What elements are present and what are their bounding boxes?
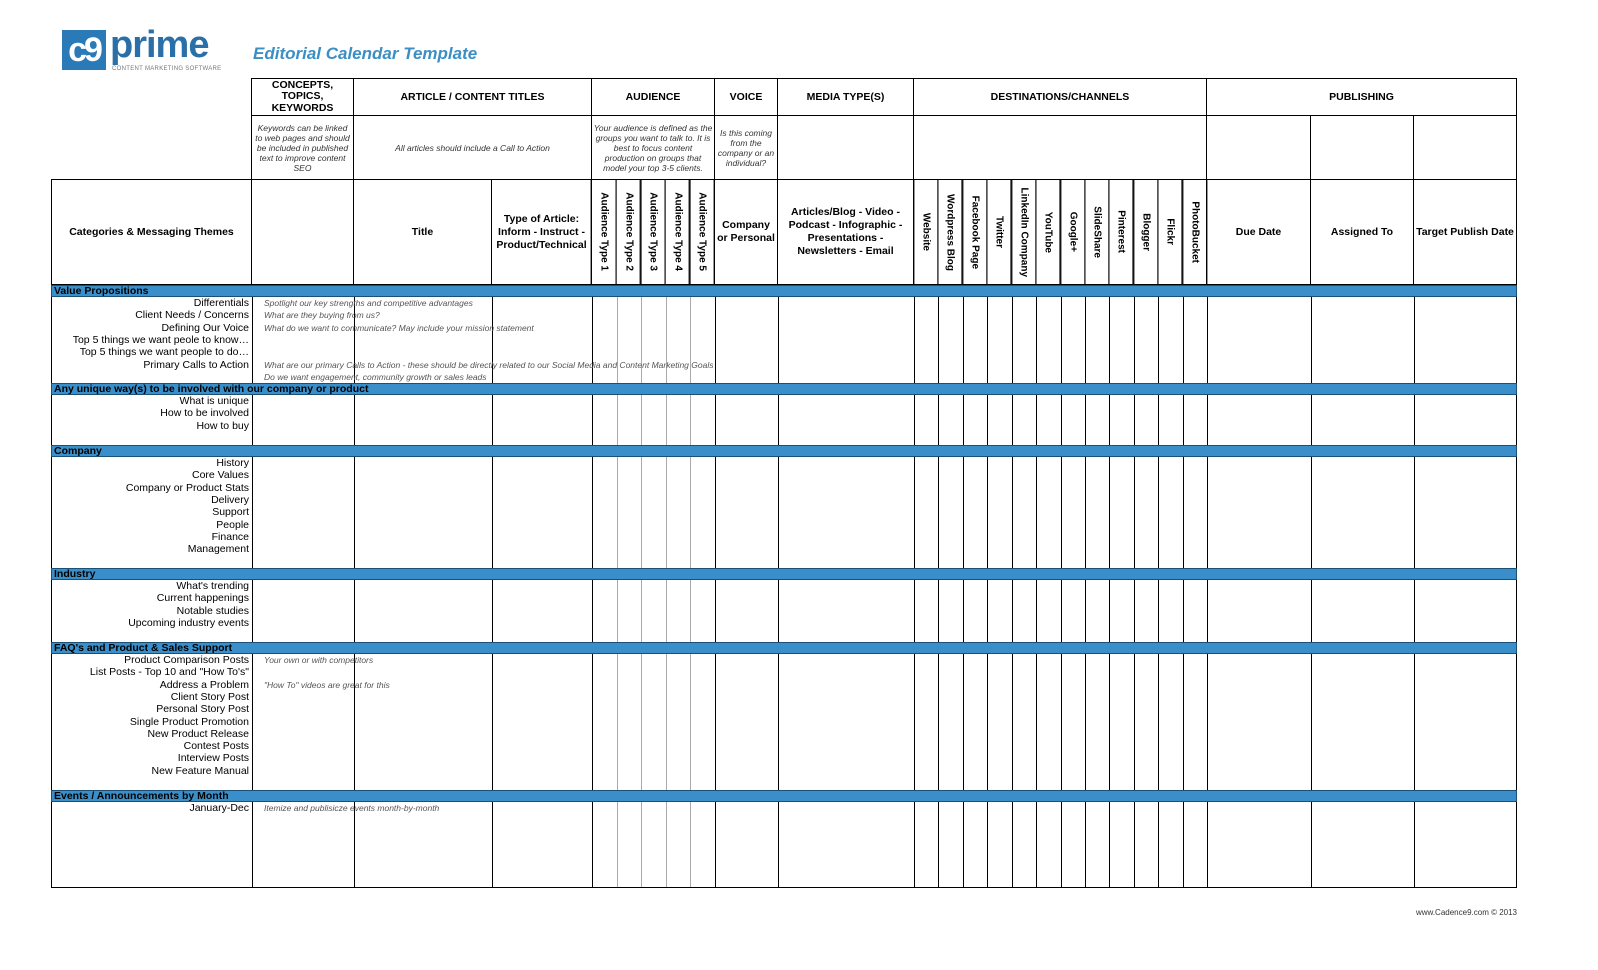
theme-item: Client Needs / Concerns xyxy=(135,309,249,322)
column-divider xyxy=(592,654,593,790)
column-divider xyxy=(252,802,253,887)
section-header: FAQ's and Product & Sales Support xyxy=(51,642,1517,654)
column-divider xyxy=(1414,297,1415,383)
column-divider xyxy=(666,580,667,642)
theme-item: Single Product Promotion xyxy=(129,715,249,728)
page-title: Editorial Calendar Template xyxy=(253,44,478,63)
column-divider xyxy=(914,395,915,445)
column-divider xyxy=(914,457,915,568)
column-divider xyxy=(963,580,964,642)
column-divider xyxy=(1036,297,1037,383)
theme-item: People xyxy=(216,518,249,531)
column-divider xyxy=(778,654,779,790)
guidance-note: What do we want to communicate? May include your mission statement xyxy=(264,322,534,333)
column-divider xyxy=(1061,580,1062,642)
column-divider xyxy=(963,395,964,445)
theme-item: Top 5 things we want peole to know… xyxy=(72,333,249,346)
column-divider xyxy=(492,654,493,790)
column-divider xyxy=(617,654,618,790)
col-type-text: Type of Article: Inform - Instruct - Product/Technical xyxy=(496,212,587,251)
group-header-3-text: VOICE xyxy=(729,90,763,103)
column-divider xyxy=(1158,654,1159,790)
theme-item: What's trending xyxy=(176,580,249,592)
column-divider xyxy=(1183,654,1184,790)
column-divider xyxy=(1311,395,1312,445)
column-divider xyxy=(1085,580,1086,642)
column-divider xyxy=(715,580,716,642)
logo-tagline: CONTENT MARKETING SOFTWARE xyxy=(112,66,222,72)
footer-credit: www.Cadence9.com © 2013 xyxy=(1415,908,1517,917)
col-channel-3-text: Facebook Page xyxy=(969,195,981,269)
col-channel-3 xyxy=(962,179,987,285)
col-categories xyxy=(51,179,252,285)
group-header-3 xyxy=(714,78,778,116)
theme-item: New Product Release xyxy=(147,727,249,740)
group-header-0 xyxy=(251,78,354,116)
group-header-2-text: AUDIENCE xyxy=(625,90,681,103)
column-divider xyxy=(641,654,642,790)
column-divider xyxy=(354,395,355,445)
column-divider xyxy=(987,457,988,568)
column-divider xyxy=(1134,457,1135,568)
guidance-note: Your own or with competitors xyxy=(264,655,374,665)
col-channel-5 xyxy=(1011,179,1036,285)
col-channel-8 xyxy=(1084,179,1109,285)
column-divider xyxy=(1207,654,1208,790)
group-header-2 xyxy=(591,78,715,116)
column-divider xyxy=(778,802,779,887)
column-divider xyxy=(1085,654,1086,790)
col-channel-10 xyxy=(1133,179,1158,285)
column-divider xyxy=(1183,580,1184,642)
column-divider xyxy=(1012,457,1013,568)
column-divider xyxy=(1414,802,1415,887)
guidance-note: Itemize and publisicze events month-by-month xyxy=(264,803,440,813)
column-divider xyxy=(666,395,667,445)
col-audience-1 xyxy=(591,179,617,285)
column-divider xyxy=(690,580,691,642)
column-divider xyxy=(666,802,667,887)
theme-item: Notable studies xyxy=(176,604,249,617)
column-divider xyxy=(492,802,493,887)
theme-item: Company or Product Stats xyxy=(125,481,249,494)
group-header-6-text: PUBLISHING xyxy=(1329,90,1394,103)
column-divider xyxy=(354,802,355,887)
column-divider xyxy=(987,580,988,642)
column-divider xyxy=(1414,580,1415,642)
col-channel-11-text: Flickr xyxy=(1164,218,1176,246)
column-divider xyxy=(1134,580,1135,642)
column-divider xyxy=(938,580,939,642)
group-desc-4 xyxy=(777,115,914,180)
theme-item: Top 5 things we want people to do… xyxy=(79,346,249,359)
column-divider xyxy=(778,395,779,445)
theme-item: New Feature Manual xyxy=(151,764,249,777)
col-categories-text: Categories & Messaging Themes xyxy=(69,225,234,238)
column-divider xyxy=(492,457,493,568)
column-divider xyxy=(1036,395,1037,445)
col-assigned-to xyxy=(1310,179,1414,285)
column-divider xyxy=(617,802,618,887)
column-divider xyxy=(1109,654,1110,790)
group-desc-2 xyxy=(591,115,715,180)
section-header: Industry xyxy=(51,568,1517,580)
column-divider xyxy=(1085,297,1086,383)
theme-item: Contest Posts xyxy=(183,740,249,753)
col-channel-11 xyxy=(1157,179,1182,285)
theme-item: Management xyxy=(187,543,249,556)
column-divider xyxy=(987,654,988,790)
col-channel-12-text: PhotoBucket xyxy=(1188,201,1200,263)
col-channel-10-text: Blogger xyxy=(1139,213,1151,251)
col-type xyxy=(491,179,592,285)
column-divider xyxy=(1012,297,1013,383)
section-body xyxy=(51,654,1517,790)
column-divider xyxy=(1036,580,1037,642)
column-divider xyxy=(963,457,964,568)
column-divider xyxy=(1036,802,1037,887)
column-divider xyxy=(1183,395,1184,445)
section-body xyxy=(51,297,1517,383)
col-channel-1 xyxy=(913,179,938,285)
col-channel-2-text: Wordpress Blog xyxy=(944,193,956,271)
column-divider xyxy=(1158,802,1159,887)
col-audience-2-text: Audience Type 2 xyxy=(622,192,634,272)
guidance-note: What are they buying from us? xyxy=(264,310,380,321)
column-divider xyxy=(354,654,355,790)
column-divider xyxy=(1061,457,1062,568)
column-divider xyxy=(963,297,964,383)
column-divider xyxy=(1061,654,1062,790)
column-divider xyxy=(987,297,988,383)
column-divider xyxy=(1061,395,1062,445)
theme-item: Defining Our Voice xyxy=(161,321,249,334)
col-channel-6 xyxy=(1035,179,1060,285)
column-divider xyxy=(592,802,593,887)
col-audience-3 xyxy=(640,179,666,285)
col-channel-8-text: SlideShare xyxy=(1091,206,1103,258)
theme-item: Primary Calls to Action xyxy=(143,358,249,371)
col-channel-5-text: LinkedIn Company xyxy=(1017,187,1029,277)
column-divider xyxy=(252,457,253,568)
theme-item: Upcoming industry events xyxy=(128,616,249,629)
column-divider xyxy=(1158,297,1159,383)
section-header: Any unique way(s) to be involved with our company or product xyxy=(51,383,1517,395)
guidance-note: Do we want engagement, community growth or sales leads xyxy=(264,371,487,382)
column-divider xyxy=(987,395,988,445)
column-divider xyxy=(1311,580,1312,642)
column-divider xyxy=(1134,802,1135,887)
column-divider xyxy=(1207,802,1208,887)
column-divider xyxy=(690,654,691,790)
column-divider xyxy=(1134,395,1135,445)
col-channel-6-text: YouTube xyxy=(1042,211,1054,253)
col-audience-5 xyxy=(689,179,715,285)
section-header: Events / Announcements by Month xyxy=(51,790,1517,802)
col-channel-1-text: Website xyxy=(920,212,932,252)
column-divider xyxy=(354,580,355,642)
column-divider xyxy=(1061,802,1062,887)
column-divider xyxy=(252,580,253,642)
group-desc-1-text: All articles should include a Call to Action xyxy=(395,142,550,153)
column-divider xyxy=(1036,457,1037,568)
column-divider xyxy=(252,395,253,445)
group-desc-2-text: Your audience is defined as the groups you want to talk to. It is best to focus content production on groups that model your top 3-5 clients. xyxy=(593,122,713,173)
col-due-date-text: Due Date xyxy=(1235,225,1282,238)
col-voice-text: Company or Personal xyxy=(717,219,775,244)
section-body xyxy=(51,580,1517,642)
theme-item: What is unique xyxy=(179,395,249,407)
theme-item: Support xyxy=(212,506,249,519)
column-divider xyxy=(914,297,915,383)
theme-item: History xyxy=(216,457,249,469)
column-divider xyxy=(963,654,964,790)
col-channel-7 xyxy=(1060,179,1085,285)
theme-item: Current happenings xyxy=(156,592,249,605)
group-desc-0 xyxy=(251,115,354,180)
group-header-1-text: ARTICLE / CONTENT TITLES xyxy=(400,90,545,103)
column-divider xyxy=(492,580,493,642)
column-divider xyxy=(1414,654,1415,790)
column-divider xyxy=(1414,457,1415,568)
column-divider xyxy=(1158,457,1159,568)
column-divider xyxy=(1109,457,1110,568)
column-divider xyxy=(690,395,691,445)
column-divider xyxy=(1036,654,1037,790)
column-divider xyxy=(492,395,493,445)
col-channel-12 xyxy=(1182,179,1207,285)
column-divider xyxy=(778,297,779,383)
theme-item: Client Story Post xyxy=(170,690,249,703)
column-divider xyxy=(715,297,716,383)
col-channel-7-text: Google+ xyxy=(1066,211,1078,253)
column-divider xyxy=(1207,297,1208,383)
section-body xyxy=(51,457,1517,568)
column-divider xyxy=(641,457,642,568)
theme-item: How to be involved xyxy=(160,407,249,420)
group-desc-5 xyxy=(913,115,1207,180)
column-divider xyxy=(1183,802,1184,887)
col-target-publish xyxy=(1413,179,1517,285)
column-divider xyxy=(252,654,253,790)
col-concepts xyxy=(251,179,354,285)
column-divider xyxy=(914,802,915,887)
col-audience-3-text: Audience Type 3 xyxy=(647,192,659,272)
column-divider xyxy=(938,654,939,790)
col-audience-5-text: Audience Type 5 xyxy=(696,192,708,272)
group-header-5-text: DESTINATIONS/CHANNELS xyxy=(990,90,1130,103)
group-desc-6 xyxy=(1206,115,1311,180)
theme-item: Address a Problem xyxy=(159,678,249,691)
group-desc-8 xyxy=(1413,115,1517,180)
theme-item: Delivery xyxy=(211,493,249,506)
col-channel-9 xyxy=(1108,179,1133,285)
guidance-note: Spotlight our key strengths and competitive advantages xyxy=(264,298,473,308)
column-divider xyxy=(1183,297,1184,383)
section-body xyxy=(51,802,1517,888)
column-divider xyxy=(641,580,642,642)
column-divider xyxy=(592,457,593,568)
theme-item: List Posts - Top 10 and "How To's" xyxy=(89,666,249,679)
col-title-text: Title xyxy=(411,225,434,238)
theme-item: Differentials xyxy=(193,297,249,309)
guidance-note: What are our primary Calls to Action - these should be directly related to our Social Media and Content Marketing Goals xyxy=(264,359,714,370)
column-divider xyxy=(617,395,618,445)
column-divider xyxy=(963,802,964,887)
col-audience-1-text: Audience Type 1 xyxy=(598,192,610,272)
column-divider xyxy=(592,395,593,445)
column-divider xyxy=(617,580,618,642)
col-channel-4-text: Twitter xyxy=(993,215,1005,249)
col-title xyxy=(353,179,492,285)
column-divider xyxy=(1085,457,1086,568)
column-divider xyxy=(592,580,593,642)
group-header-5 xyxy=(913,78,1207,116)
group-header-1 xyxy=(353,78,592,116)
theme-item: Personal Story Post xyxy=(156,703,249,716)
column-divider xyxy=(1012,802,1013,887)
column-divider xyxy=(938,802,939,887)
column-divider xyxy=(1109,395,1110,445)
col-due-date xyxy=(1206,179,1311,285)
column-divider xyxy=(778,457,779,568)
column-divider xyxy=(1311,654,1312,790)
group-header-6 xyxy=(1206,78,1517,116)
group-header-0-text: CONCEPTS, TOPICS, KEYWORDS xyxy=(271,78,334,114)
column-divider xyxy=(690,457,691,568)
column-divider xyxy=(938,395,939,445)
col-assigned-to-text: Assigned To xyxy=(1330,225,1394,238)
group-desc-1 xyxy=(353,115,592,180)
column-divider xyxy=(1311,297,1312,383)
theme-item: Product Comparison Posts xyxy=(124,654,249,666)
column-divider xyxy=(715,654,716,790)
theme-item: How to buy xyxy=(196,419,249,432)
section-header: Value Propositions xyxy=(51,285,1517,297)
column-divider xyxy=(938,457,939,568)
column-divider xyxy=(1085,802,1086,887)
column-divider xyxy=(914,654,915,790)
column-divider xyxy=(938,297,939,383)
group-desc-0-text: Keywords can be linked to web pages and should be included in published text to improve content SEO xyxy=(255,122,350,173)
col-target-publish-text: Target Publish Date xyxy=(1416,225,1514,238)
column-divider xyxy=(1012,395,1013,445)
group-desc-3-text: Is this coming from the company or an individual? xyxy=(717,127,775,168)
column-divider xyxy=(1207,457,1208,568)
column-divider xyxy=(1109,580,1110,642)
theme-item: Core Values xyxy=(191,469,249,482)
column-divider xyxy=(1134,297,1135,383)
column-divider xyxy=(715,802,716,887)
column-divider xyxy=(1207,395,1208,445)
col-voice xyxy=(714,179,778,285)
col-channel-9-text: Pinterest xyxy=(1115,210,1127,254)
column-divider xyxy=(914,580,915,642)
column-divider xyxy=(1109,802,1110,887)
column-divider xyxy=(1414,395,1415,445)
column-divider xyxy=(715,395,716,445)
col-audience-2 xyxy=(616,179,642,285)
group-desc-7 xyxy=(1310,115,1414,180)
theme-item: Interview Posts xyxy=(177,752,249,765)
col-audience-4-text: Audience Type 4 xyxy=(672,192,684,272)
column-divider xyxy=(1061,297,1062,383)
column-divider xyxy=(715,457,716,568)
column-divider xyxy=(987,802,988,887)
column-divider xyxy=(666,457,667,568)
group-desc-3 xyxy=(714,115,778,180)
section-body xyxy=(51,395,1517,445)
column-divider xyxy=(1183,457,1184,568)
column-divider xyxy=(1311,457,1312,568)
column-divider xyxy=(1158,395,1159,445)
column-divider xyxy=(1085,395,1086,445)
column-divider xyxy=(617,457,618,568)
col-media-text: Articles/Blog - Video - Podcast - Infographic - Presentations - Newsletters - Email xyxy=(788,206,903,257)
col-channel-4 xyxy=(986,179,1011,285)
column-divider xyxy=(666,654,667,790)
column-divider xyxy=(1012,654,1013,790)
section-header: Company xyxy=(51,445,1517,457)
column-divider xyxy=(641,395,642,445)
theme-item: Finance xyxy=(211,530,249,543)
theme-item: January-Dec xyxy=(189,802,249,814)
column-divider xyxy=(1109,297,1110,383)
column-divider xyxy=(641,802,642,887)
col-channel-2 xyxy=(937,179,962,285)
group-header-4 xyxy=(777,78,914,116)
column-divider xyxy=(1207,580,1208,642)
column-divider xyxy=(252,297,253,383)
column-divider xyxy=(1158,580,1159,642)
column-divider xyxy=(1311,802,1312,887)
column-divider xyxy=(1012,580,1013,642)
col-media xyxy=(777,179,914,285)
column-divider xyxy=(354,457,355,568)
group-header-4-text: MEDIA TYPE(S) xyxy=(806,90,885,103)
column-divider xyxy=(778,580,779,642)
col-audience-4 xyxy=(665,179,691,285)
column-divider xyxy=(1134,654,1135,790)
guidance-note: "How To" videos are great for this xyxy=(264,679,390,690)
column-divider xyxy=(690,802,691,887)
logo-name: prime xyxy=(110,24,209,66)
logo-mark: c9 xyxy=(62,30,106,70)
